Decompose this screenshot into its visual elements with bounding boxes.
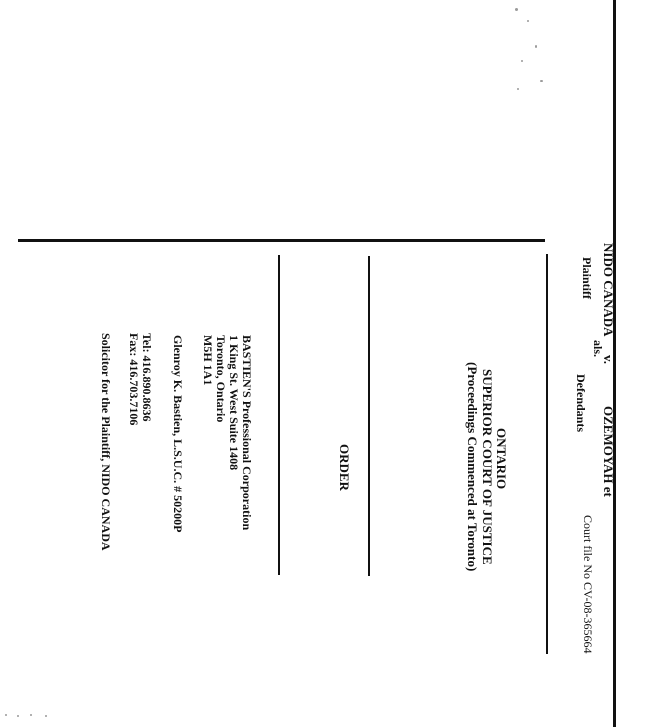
defendant-role: Defendants [574, 374, 588, 433]
telephone: Tel: 416.890.8636 [140, 333, 154, 422]
postal-code: M5H 1A1 [201, 335, 215, 386]
court-file-number: Court file No CV-08-365664 [581, 515, 595, 654]
versus-text: v. [601, 355, 616, 365]
plaintiff-name: NIDO CANADA [601, 243, 616, 337]
lawyer-name: Glenroy K. Bastien, L.S.U.C. # 50200P [171, 335, 185, 533]
solicitor-for: Solicitor for the Plaintiff, NIDO CANADA [99, 333, 113, 551]
plaintiff-role: Plaintiff [580, 257, 594, 299]
right-panel-vertical-rule [546, 254, 548, 654]
defendant-name: OZEMOYAH et [601, 406, 616, 497]
firm-name: BASTIEN'S Professional Corporation [240, 335, 254, 531]
court-jurisdiction: ONTARIO [494, 428, 509, 490]
address-line-1: 1 King St. West Suite 1408 [227, 335, 241, 471]
faint-stamp-marks [505, 0, 555, 100]
proceedings-location: (Proceedings Commenced at Toronto) [465, 362, 480, 572]
address-line-2: Toronto, Ontario [214, 335, 228, 423]
court-name: SUPERIOR COURT OF JUSTICE [480, 369, 495, 565]
bottom-specks [5, 712, 55, 718]
fax: Fax: 416.703.7106 [127, 333, 141, 426]
document-title: ORDER [337, 444, 352, 491]
title-box-left-rule [278, 255, 280, 575]
title-box-right-rule [368, 256, 370, 576]
defendant-name-continued: als. [591, 340, 605, 358]
top-horizontal-rule [18, 239, 545, 242]
